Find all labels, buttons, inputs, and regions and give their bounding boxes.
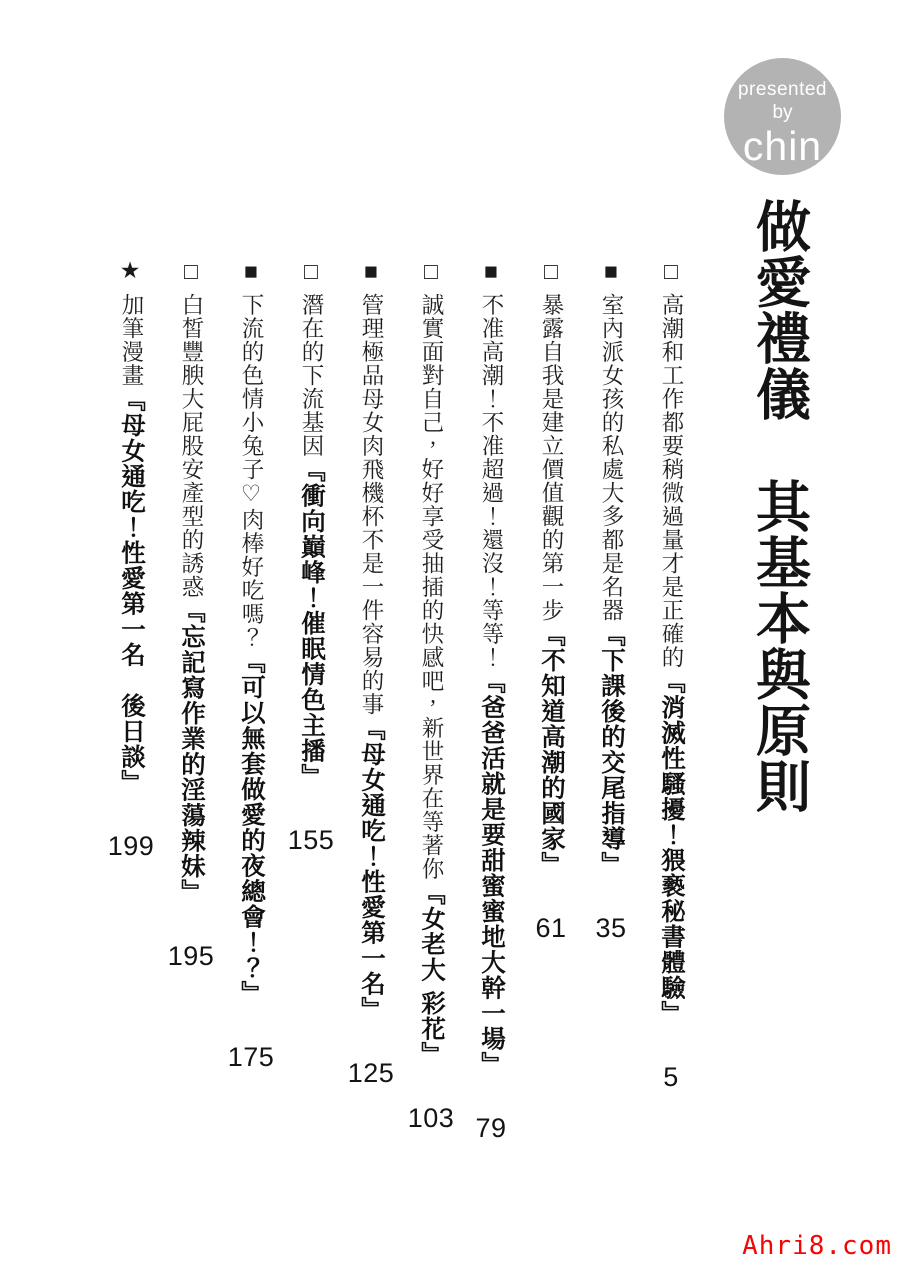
entry-intro: 管理極品母女肉飛機杯不是一件容易的事 <box>359 293 384 716</box>
badge-presented-label: presented <box>737 79 827 100</box>
marker-square-filled-icon: ■ <box>598 258 624 284</box>
entry-page-number: 79 <box>475 1113 507 1143</box>
marker-star-icon: ★ <box>118 258 144 284</box>
toc-entry-7 <box>281 258 341 1238</box>
entry-title: 『可以無套做愛的夜總會！？』 <box>238 649 265 1006</box>
entry-page-number: 61 <box>535 913 567 943</box>
entry-intro: 高潮和工作都要稍微過量才是正確的 <box>659 293 684 669</box>
entry-page-number: 103 <box>407 1102 455 1133</box>
marker-square-outline-icon: □ <box>298 258 324 284</box>
entry-intro: 誠實面對自己，好好享受抽插的快感吧，新世界在等著你 <box>419 293 444 881</box>
badge-chin-label: chin <box>742 123 823 169</box>
marker-square-outline-icon: □ <box>538 258 564 284</box>
badge-by-label: by <box>772 102 793 123</box>
entry-page-number: 175 <box>227 1042 275 1072</box>
watermark: Ahri8.com <box>742 1231 892 1261</box>
marker-square-outline-icon: □ <box>178 258 204 284</box>
toc-entry-4 <box>461 258 521 1238</box>
book-title: 做愛禮儀 其基本與原則 <box>748 198 809 814</box>
toc-entry-10 <box>101 258 161 1238</box>
entry-page-number: 155 <box>287 825 335 855</box>
entry-intro: 白皙豐腴大屁股安產型的誘惑 <box>179 293 204 599</box>
marker-square-outline-icon: □ <box>418 258 444 284</box>
entry-intro: 下流的色情小兔子♡肉棒好吃嗎？ <box>239 293 264 649</box>
entry-title: 『不知道高潮的國家』 <box>538 622 565 877</box>
toc-entry-9 <box>161 258 221 1238</box>
toc-entry-6 <box>341 258 401 1238</box>
toc-entry-5 <box>401 258 461 1238</box>
marker-square-filled-icon: ■ <box>358 258 384 284</box>
presenter-badge <box>724 58 841 175</box>
toc-list <box>101 258 701 1238</box>
toc-entry-3 <box>521 258 581 1238</box>
toc-entry-1 <box>641 258 701 1238</box>
entry-title: 『母女通吃！性愛第一名』 <box>358 716 385 1022</box>
entry-title: 『爸爸活就是要甜蜜蜜地大幹一場』 <box>478 669 505 1077</box>
entry-title: 『下課後的交尾指導』 <box>598 622 625 877</box>
entry-title: 『女老大 彩花』 <box>418 880 445 1067</box>
entry-page-number: 35 <box>595 913 627 943</box>
toc-entry-2 <box>581 258 641 1238</box>
toc-entry-8 <box>221 258 281 1238</box>
entry-page-number: 125 <box>347 1058 395 1088</box>
entry-title: 『母女通吃！性愛第一名 後日談』 <box>118 387 145 795</box>
entry-intro: 潛在的下流基因 <box>299 293 324 458</box>
marker-square-filled-icon: ■ <box>478 258 504 284</box>
entry-intro: 不准高潮！不准超過！還沒！等等！ <box>479 293 504 669</box>
entry-title: 『消滅性騷擾！猥褻秘書體驗』 <box>658 669 685 1026</box>
entry-intro: 室內派女孩的私處大多都是名器 <box>599 293 624 622</box>
entry-title: 『衝向巔峰！催眠情色主播』 <box>298 457 325 789</box>
entry-intro: 加筆漫畫 <box>119 293 144 387</box>
marker-square-outline-icon: □ <box>658 258 684 284</box>
entry-title: 『忘記寫作業的淫蕩辣妹』 <box>178 598 205 905</box>
entry-page-number: 199 <box>107 831 155 861</box>
entry-intro: 暴露自我是建立價值觀的第一步 <box>539 293 564 622</box>
marker-square-filled-icon: ■ <box>238 258 264 284</box>
entry-page-number: 5 <box>663 1062 679 1092</box>
entry-page-number: 195 <box>167 940 215 971</box>
